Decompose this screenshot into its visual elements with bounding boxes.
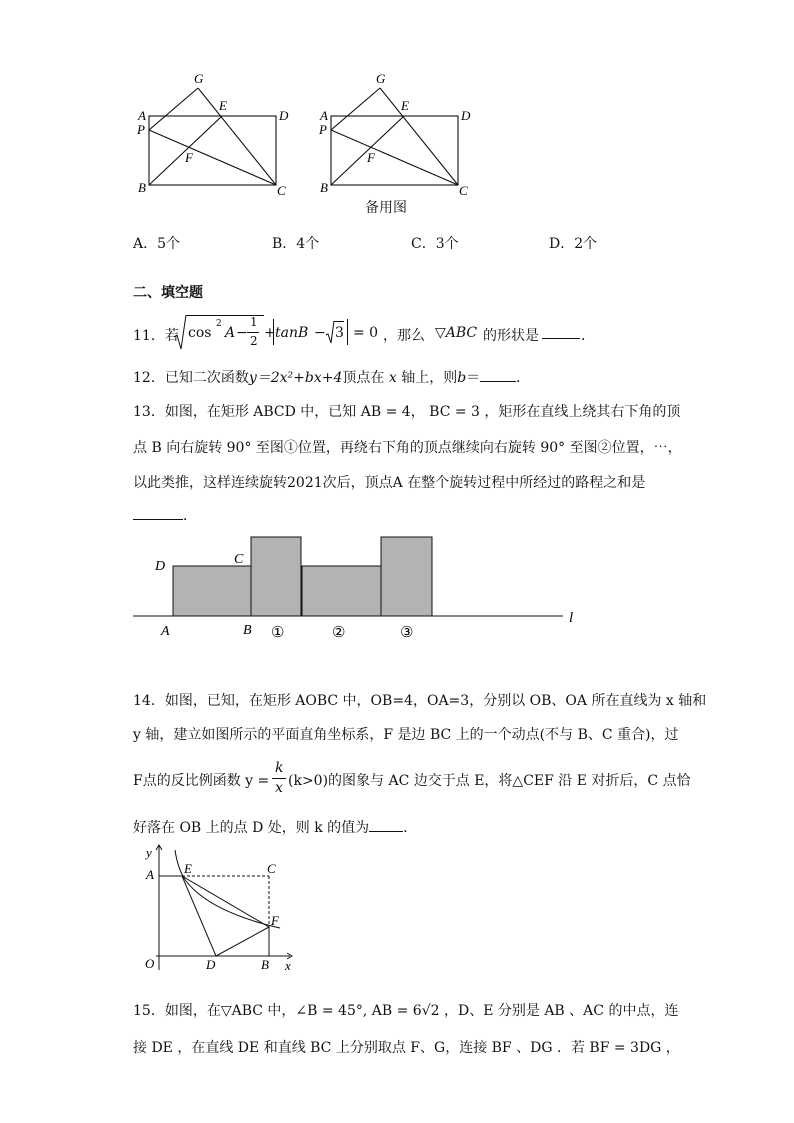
- label-e: E: [184, 861, 192, 876]
- answer-blank[interactable]: [133, 507, 183, 520]
- label-f: F: [367, 150, 375, 165]
- label-b: B: [243, 623, 252, 638]
- label-a: A: [146, 867, 154, 882]
- q11-number: 11．若: [133, 328, 179, 344]
- answer-blank[interactable]: [480, 369, 516, 382]
- label-a: A: [161, 624, 170, 639]
- q11-tan: tanB: [275, 325, 309, 341]
- q14-line4: [133, 817, 417, 837]
- label-c: C: [267, 861, 276, 876]
- q12-text-a: 12．已知二次函数: [133, 370, 249, 386]
- choice-letter: D．: [549, 236, 575, 252]
- q12-b: b: [457, 370, 467, 386]
- coordinate-figure: [140, 842, 300, 974]
- rotation-figure: [130, 530, 590, 645]
- fraction-bar: [247, 332, 259, 333]
- label-g: G: [376, 71, 386, 86]
- q11-eq0: = 0: [353, 325, 379, 341]
- segment-df: [216, 927, 269, 956]
- q13-end: ．: [183, 508, 197, 524]
- label-p: P: [319, 122, 327, 137]
- answer-blank[interactable]: [542, 326, 580, 339]
- choice-c[interactable]: [411, 233, 459, 253]
- q11-tail2: 的形状是: [483, 328, 539, 344]
- q15-line1: 15．如图，在▽ABC 中，∠B = 45°, AB = 6√2 ，D、E 分别是 AB 、AC 的中点，连: [133, 1003, 679, 1019]
- q14-line3b: (k>0)的图象与 AC 边交于点 E，将△CEF 沿 E 对折后，C 点恰: [288, 773, 691, 789]
- q11-tail: ，那么: [383, 328, 425, 344]
- segment-gc: [380, 88, 458, 185]
- label-c: C: [459, 183, 468, 198]
- segment-pc: [331, 130, 458, 185]
- question-12: [133, 367, 530, 387]
- rectangle-abcd: [173, 566, 251, 616]
- choice-a[interactable]: [133, 233, 180, 253]
- q11-triangle: ▽ABC: [435, 325, 478, 341]
- label-b: B: [320, 180, 328, 195]
- q14-end: ．: [403, 820, 418, 836]
- choice-d[interactable]: [549, 233, 597, 253]
- label-y: y: [146, 845, 152, 860]
- q13-line2: 点 B 向右旋转 90° 至图①位置，再绕右下角的顶点继续向右旋转 90° 至图②位置，⋯，: [133, 440, 682, 456]
- label-d: D: [155, 559, 166, 574]
- label-a: A: [138, 108, 146, 123]
- q14-line4-text: 好落在 OB 上的点 D 处，则 k 的值为: [133, 820, 370, 836]
- rectangle-abcd: [331, 116, 458, 185]
- label-x: x: [285, 958, 291, 973]
- segment-pg: [331, 88, 380, 130]
- label-d: D: [279, 108, 289, 123]
- label-l: l: [569, 610, 574, 626]
- choice-letter: A．: [133, 236, 158, 252]
- choice-letter: B．: [272, 236, 297, 252]
- q14-frac-den: x: [275, 780, 283, 796]
- label-c: C: [277, 183, 286, 198]
- choice-letter: C．: [411, 236, 436, 252]
- q12-text-d: ＝: [466, 370, 481, 386]
- abs-bar-right: [347, 319, 348, 345]
- fraction-bar: [272, 778, 286, 779]
- q12-text-c: 轴上，则: [401, 370, 458, 386]
- radical-bar: [334, 321, 344, 322]
- q14-line2: y 轴，建立如图所示的平面直角坐标系，F 是边 BC 上的一个动点(不与 B、C 重合)，过: [133, 727, 679, 743]
- rectangle-position-3: [381, 537, 432, 616]
- answer-blank[interactable]: [369, 819, 403, 832]
- choice-text: 5个: [157, 236, 181, 252]
- label-circle-3: ③: [400, 625, 414, 641]
- label-d: D: [206, 957, 216, 972]
- figure-caption: 备用图: [365, 200, 407, 216]
- label-c: C: [234, 552, 244, 567]
- label-d: D: [461, 108, 471, 123]
- radical-sign: [173, 313, 187, 353]
- label-o: O: [145, 956, 155, 971]
- label-f: F: [271, 913, 279, 928]
- label-f: F: [185, 150, 193, 165]
- label-g: G: [194, 71, 204, 86]
- q11-cos: cos: [188, 325, 212, 341]
- q11-a: A: [225, 325, 236, 341]
- label-b: B: [138, 180, 146, 195]
- rectangle-position-2: [302, 566, 381, 616]
- minus-sign: −: [314, 325, 326, 341]
- q12-text-b: 顶点在: [342, 370, 385, 386]
- abs-bar-left: [273, 319, 274, 345]
- q13-line1: 13．如图，在矩形 ABCD 中，已知 AB = 4， BC = 3 ，矩形在直线上绕其右下角的顶: [133, 404, 681, 420]
- label-circle-2: ②: [332, 625, 346, 641]
- choice-text: 3个: [435, 236, 459, 252]
- choice-b[interactable]: [272, 233, 319, 253]
- plus-sign: +: [264, 325, 276, 341]
- q12-end: ．: [516, 370, 531, 386]
- rectangle-figure-main: [130, 68, 300, 202]
- segment-ed: [182, 876, 216, 956]
- radical-sign: [325, 319, 335, 345]
- segment-pc: [149, 130, 276, 185]
- label-e: E: [401, 98, 409, 113]
- q12-x: x: [388, 370, 397, 386]
- rectangle-abcd: [149, 116, 276, 185]
- q12-func: y＝2x²+bx+4: [248, 370, 343, 386]
- q13-line4: [133, 505, 197, 525]
- q11-minus: −: [236, 325, 248, 341]
- q14-line1: 14．如图，已知，在矩形 AOBC 中，OB=4，OA=3，分别以 OB、OA 所在直线为 x 轴和: [133, 693, 707, 709]
- choice-text: 4个: [296, 236, 320, 252]
- label-b: B: [261, 957, 269, 972]
- segment-gc: [198, 88, 276, 185]
- rectangle-figure-backup: [312, 68, 482, 202]
- section-title: 二、填空题: [133, 285, 203, 301]
- choice-text: 2个: [574, 236, 598, 252]
- q11-half-den: 2: [250, 334, 258, 348]
- q13-line3: 以此类推，这样连续旋转2021次后，顶点A 在整个旋转过程中所经过的路程之和是: [133, 475, 646, 491]
- label-circle-1: ①: [271, 625, 285, 641]
- label-e: E: [219, 98, 227, 113]
- q14-line3a: F点的反比例函数 y =: [133, 773, 270, 789]
- rectangle-position-1: [251, 537, 301, 616]
- q15-line2: 接 DE ，在直线 DE 和直线 BC 上分别取点 F、G，连接 BF 、DG ．若 BF = 3DG ，: [133, 1040, 680, 1056]
- segment-ef: [182, 876, 269, 927]
- label-a: A: [320, 108, 328, 123]
- label-p: P: [137, 122, 145, 137]
- q11-square: 2: [216, 319, 222, 329]
- segment-pg: [149, 88, 198, 130]
- q11-sqrt3: 3: [335, 325, 344, 341]
- q11-half-num: 1: [250, 315, 258, 329]
- q14-frac-num: k: [275, 760, 284, 776]
- q11-end: ．: [581, 328, 595, 344]
